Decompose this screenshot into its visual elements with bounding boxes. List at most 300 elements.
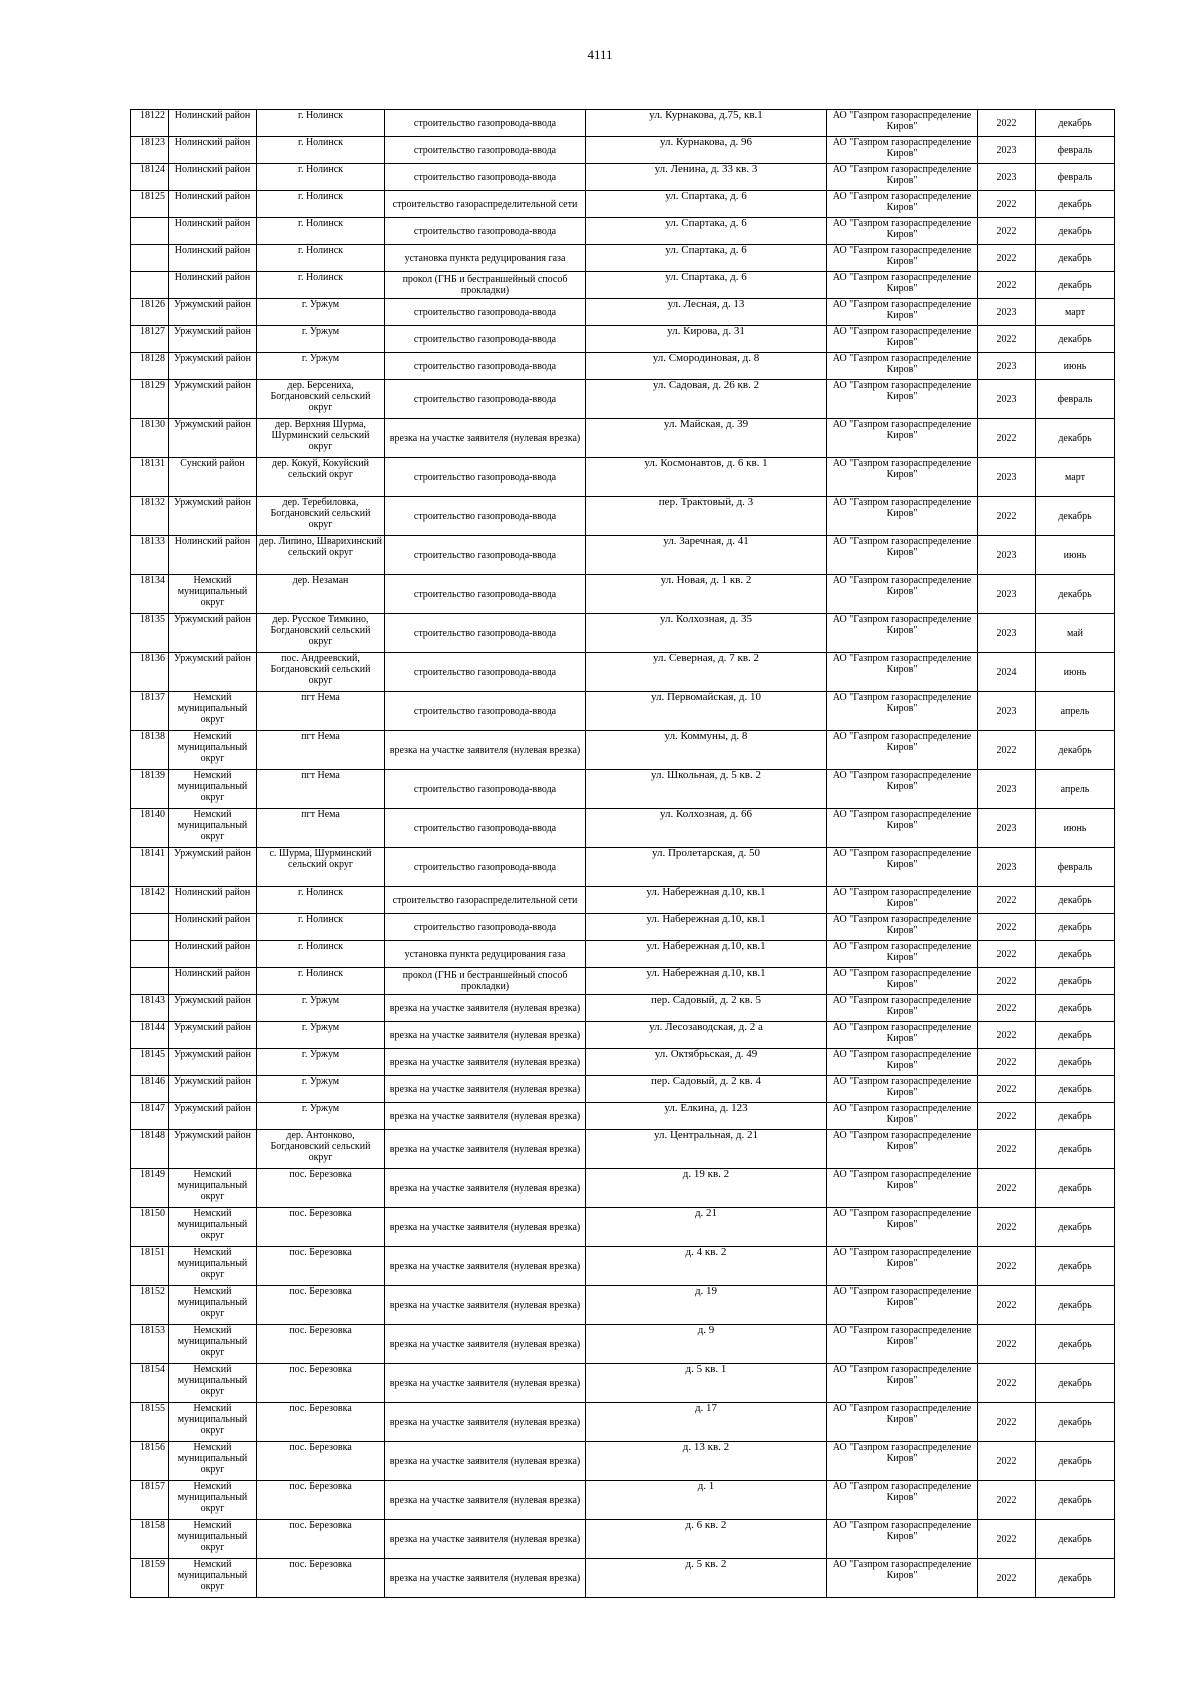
cell-num: 18123: [131, 137, 169, 164]
cell-district: Уржумский район: [169, 419, 257, 458]
cell-address: д. 13 кв. 2: [586, 1442, 827, 1481]
cell-settlement: г. Нолинск: [257, 218, 385, 245]
cell-month: февраль: [1036, 380, 1115, 419]
cell-settlement: г. Уржум: [257, 1103, 385, 1130]
cell-org: АО "Газпром газораспределение Киров": [827, 497, 978, 536]
cell-work: врезка на участке заявителя (нулевая врезка): [385, 1364, 586, 1403]
cell-settlement: пгт Нема: [257, 731, 385, 770]
cell-num: 18124: [131, 164, 169, 191]
cell-district: Уржумский район: [169, 497, 257, 536]
gasification-table: [130, 109, 1115, 1598]
cell-district: Уржумский район: [169, 1076, 257, 1103]
cell-org: АО "Газпром газораспределение Киров": [827, 272, 978, 299]
cell-settlement: пос. Березовка: [257, 1325, 385, 1364]
cell-address: ул. Центральная, д. 21: [586, 1130, 827, 1169]
cell-address: ул. Северная, д. 7 кв. 2: [586, 653, 827, 692]
cell-org: АО "Газпром газораспределение Киров": [827, 1403, 978, 1442]
cell-address: ул. Садовая, д. 26 кв. 2: [586, 380, 827, 419]
cell-month: май: [1036, 614, 1115, 653]
cell-month: декабрь: [1036, 497, 1115, 536]
cell-org: АО "Газпром газораспределение Киров": [827, 614, 978, 653]
cell-district: Нолинский район: [169, 218, 257, 245]
cell-org: АО "Газпром газораспределение Киров": [827, 536, 978, 575]
cell-settlement: пос. Березовка: [257, 1442, 385, 1481]
cell-org: АО "Газпром газораспределение Киров": [827, 353, 978, 380]
cell-year: 2022: [978, 1169, 1036, 1208]
cell-num: 18144: [131, 1022, 169, 1049]
cell-org: АО "Газпром газораспределение Киров": [827, 731, 978, 770]
cell-address: д. 17: [586, 1403, 827, 1442]
cell-district: Нолинский район: [169, 941, 257, 968]
cell-num: 18128: [131, 353, 169, 380]
cell-district: Уржумский район: [169, 848, 257, 887]
cell-settlement: пос. Березовка: [257, 1520, 385, 1559]
cell-address: ул. Заречная, д. 41: [586, 536, 827, 575]
cell-work: строительство газопровода-ввода: [385, 536, 586, 575]
cell-month: декабрь: [1036, 1076, 1115, 1103]
cell-district: Нолинский район: [169, 887, 257, 914]
cell-year: 2022: [978, 1208, 1036, 1247]
cell-month: декабрь: [1036, 1403, 1115, 1442]
cell-year: 2023: [978, 299, 1036, 326]
cell-work: прокол (ГНБ и бестраншейный способ прокладки): [385, 272, 586, 299]
cell-month: декабрь: [1036, 1247, 1115, 1286]
cell-district: Уржумский район: [169, 299, 257, 326]
cell-district: Немский муниципальный округ: [169, 575, 257, 614]
cell-district: Немский муниципальный округ: [169, 1559, 257, 1598]
cell-num: 18141: [131, 848, 169, 887]
cell-district: Уржумский район: [169, 653, 257, 692]
cell-settlement: г. Нолинск: [257, 245, 385, 272]
cell-org: АО "Газпром газораспределение Киров": [827, 1130, 978, 1169]
cell-month: апрель: [1036, 692, 1115, 731]
cell-year: 2022: [978, 968, 1036, 995]
cell-month: декабрь: [1036, 1442, 1115, 1481]
cell-district: Немский муниципальный округ: [169, 1442, 257, 1481]
table-row: [131, 419, 1115, 458]
cell-work: врезка на участке заявителя (нулевая врезка): [385, 1442, 586, 1481]
cell-month: декабрь: [1036, 1325, 1115, 1364]
cell-year: 2022: [978, 1049, 1036, 1076]
cell-org: АО "Газпром газораспределение Киров": [827, 968, 978, 995]
cell-district: Нолинский район: [169, 110, 257, 137]
cell-month: июнь: [1036, 653, 1115, 692]
table-row: [131, 1103, 1115, 1130]
cell-work: врезка на участке заявителя (нулевая врезка): [385, 1169, 586, 1208]
cell-year: 2022: [978, 1442, 1036, 1481]
cell-settlement: пос. Березовка: [257, 1403, 385, 1442]
table-row: [131, 137, 1115, 164]
table-row: [131, 458, 1115, 497]
cell-org: АО "Газпром газораспределение Киров": [827, 1325, 978, 1364]
cell-org: АО "Газпром газораспределение Киров": [827, 653, 978, 692]
cell-org: АО "Газпром газораспределение Киров": [827, 1247, 978, 1286]
cell-settlement: с. Шурма, Шурминский сельский округ: [257, 848, 385, 887]
cell-year: 2023: [978, 536, 1036, 575]
cell-address: ул. Первомайская, д. 10: [586, 692, 827, 731]
cell-work: установка пункта редуцирования газа: [385, 941, 586, 968]
cell-org: АО "Газпром газораспределение Киров": [827, 380, 978, 419]
cell-district: Немский муниципальный округ: [169, 1325, 257, 1364]
cell-num: 18135: [131, 614, 169, 653]
cell-district: Немский муниципальный округ: [169, 1169, 257, 1208]
cell-district: Нолинский район: [169, 968, 257, 995]
cell-year: 2022: [978, 1022, 1036, 1049]
cell-address: ул. Лесная, д. 13: [586, 299, 827, 326]
table-row: [131, 326, 1115, 353]
table-row: [131, 653, 1115, 692]
cell-address: ул. Колхозная, д. 35: [586, 614, 827, 653]
cell-num: 18142: [131, 887, 169, 914]
cell-settlement: дер. Верхняя Шурма, Шурминский сельский округ: [257, 419, 385, 458]
cell-address: д. 21: [586, 1208, 827, 1247]
cell-month: июнь: [1036, 536, 1115, 575]
cell-org: АО "Газпром газораспределение Киров": [827, 848, 978, 887]
cell-year: 2023: [978, 809, 1036, 848]
cell-address: д. 1: [586, 1481, 827, 1520]
cell-month: март: [1036, 299, 1115, 326]
cell-district: Нолинский район: [169, 914, 257, 941]
cell-month: февраль: [1036, 164, 1115, 191]
table-row: [131, 218, 1115, 245]
cell-settlement: пгт Нема: [257, 692, 385, 731]
cell-address: пер. Трактовый, д. 3: [586, 497, 827, 536]
cell-month: июнь: [1036, 353, 1115, 380]
cell-num: 18151: [131, 1247, 169, 1286]
cell-month: декабрь: [1036, 110, 1115, 137]
table-row: [131, 1208, 1115, 1247]
cell-org: АО "Газпром газораспределение Киров": [827, 1049, 978, 1076]
cell-address: ул. Курнакова, д.75, кв.1: [586, 110, 827, 137]
cell-org: АО "Газпром газораспределение Киров": [827, 419, 978, 458]
table-row: [131, 887, 1115, 914]
cell-year: 2022: [978, 110, 1036, 137]
cell-work: врезка на участке заявителя (нулевая врезка): [385, 1130, 586, 1169]
cell-org: АО "Газпром газораспределение Киров": [827, 770, 978, 809]
cell-address: ул. Спартака, д. 6: [586, 191, 827, 218]
cell-org: АО "Газпром газораспределение Киров": [827, 1559, 978, 1598]
cell-work: строительство газопровода-ввода: [385, 497, 586, 536]
cell-work: врезка на участке заявителя (нулевая врезка): [385, 1520, 586, 1559]
table-row: [131, 536, 1115, 575]
cell-district: Нолинский район: [169, 191, 257, 218]
table-row: [131, 1559, 1115, 1598]
cell-settlement: г. Нолинск: [257, 191, 385, 218]
cell-num: 18131: [131, 458, 169, 497]
table-row: [131, 941, 1115, 968]
cell-num: [131, 245, 169, 272]
table-row: [131, 1403, 1115, 1442]
table-body: [131, 110, 1115, 1598]
cell-work: строительство газопровода-ввода: [385, 110, 586, 137]
cell-year: 2022: [978, 245, 1036, 272]
cell-district: Немский муниципальный округ: [169, 692, 257, 731]
cell-district: Немский муниципальный округ: [169, 770, 257, 809]
table-row: [131, 272, 1115, 299]
cell-district: Уржумский район: [169, 353, 257, 380]
cell-address: ул. Спартака, д. 6: [586, 272, 827, 299]
cell-work: строительство газопровода-ввода: [385, 614, 586, 653]
cell-year: 2022: [978, 1130, 1036, 1169]
cell-month: декабрь: [1036, 1103, 1115, 1130]
cell-address: д. 4 кв. 2: [586, 1247, 827, 1286]
cell-work: врезка на участке заявителя (нулевая врезка): [385, 1049, 586, 1076]
cell-settlement: дер. Незаман: [257, 575, 385, 614]
cell-year: 2022: [978, 1559, 1036, 1598]
cell-work: врезка на участке заявителя (нулевая врезка): [385, 731, 586, 770]
cell-settlement: г. Нолинск: [257, 941, 385, 968]
table-row: [131, 164, 1115, 191]
cell-work: строительство газораспределительной сети: [385, 887, 586, 914]
cell-district: Нолинский район: [169, 245, 257, 272]
table-row: [131, 914, 1115, 941]
cell-year: 2023: [978, 380, 1036, 419]
cell-num: 18139: [131, 770, 169, 809]
cell-year: 2022: [978, 1103, 1036, 1130]
cell-org: АО "Газпром газораспределение Киров": [827, 164, 978, 191]
table-row: [131, 380, 1115, 419]
cell-work: строительство газопровода-ввода: [385, 770, 586, 809]
cell-settlement: пос. Березовка: [257, 1481, 385, 1520]
cell-org: АО "Газпром газораспределение Киров": [827, 1103, 978, 1130]
cell-settlement: дер. Антонково, Богдановский сельский округ: [257, 1130, 385, 1169]
cell-org: АО "Газпром газораспределение Киров": [827, 692, 978, 731]
cell-settlement: г. Нолинск: [257, 272, 385, 299]
table-row: [131, 1286, 1115, 1325]
table-row: [131, 110, 1115, 137]
cell-work: врезка на участке заявителя (нулевая врезка): [385, 995, 586, 1022]
cell-org: АО "Газпром газораспределение Киров": [827, 575, 978, 614]
cell-district: Уржумский район: [169, 614, 257, 653]
cell-work: врезка на участке заявителя (нулевая врезка): [385, 1325, 586, 1364]
cell-district: Уржумский район: [169, 1103, 257, 1130]
cell-settlement: дер. Липино, Шварихинский сельский округ: [257, 536, 385, 575]
cell-num: [131, 272, 169, 299]
cell-num: 18133: [131, 536, 169, 575]
cell-settlement: пос. Березовка: [257, 1169, 385, 1208]
cell-district: Уржумский район: [169, 380, 257, 419]
cell-month: декабрь: [1036, 326, 1115, 353]
cell-settlement: г. Нолинск: [257, 968, 385, 995]
cell-month: декабрь: [1036, 1049, 1115, 1076]
cell-year: 2022: [978, 1481, 1036, 1520]
cell-org: АО "Газпром газораспределение Киров": [827, 299, 978, 326]
cell-settlement: дер. Теребиловка, Богдановский сельский округ: [257, 497, 385, 536]
cell-num: 18136: [131, 653, 169, 692]
cell-num: 18126: [131, 299, 169, 326]
cell-work: врезка на участке заявителя (нулевая врезка): [385, 1403, 586, 1442]
cell-settlement: г. Уржум: [257, 1049, 385, 1076]
cell-district: Немский муниципальный округ: [169, 1286, 257, 1325]
table-row: [131, 848, 1115, 887]
table-row: [131, 245, 1115, 272]
cell-settlement: дер. Берсениха, Богдановский сельский округ: [257, 380, 385, 419]
table-row: [131, 1076, 1115, 1103]
cell-num: [131, 218, 169, 245]
cell-address: ул. Курнакова, д. 96: [586, 137, 827, 164]
cell-address: д. 5 кв. 2: [586, 1559, 827, 1598]
cell-district: Немский муниципальный округ: [169, 731, 257, 770]
cell-address: ул. Набережная д.10, кв.1: [586, 914, 827, 941]
cell-settlement: пос. Березовка: [257, 1364, 385, 1403]
cell-num: 18156: [131, 1442, 169, 1481]
cell-district: Уржумский район: [169, 326, 257, 353]
cell-month: декабрь: [1036, 1208, 1115, 1247]
cell-district: Немский муниципальный округ: [169, 1481, 257, 1520]
table-row: [131, 995, 1115, 1022]
cell-org: АО "Газпром газораспределение Киров": [827, 458, 978, 497]
cell-work: врезка на участке заявителя (нулевая врезка): [385, 1022, 586, 1049]
cell-num: 18157: [131, 1481, 169, 1520]
cell-address: ул. Смородиновая, д. 8: [586, 353, 827, 380]
cell-num: 18155: [131, 1403, 169, 1442]
cell-month: декабрь: [1036, 272, 1115, 299]
cell-num: [131, 941, 169, 968]
cell-num: 18146: [131, 1076, 169, 1103]
cell-work: строительство газопровода-ввода: [385, 848, 586, 887]
cell-settlement: г. Уржум: [257, 1076, 385, 1103]
cell-num: 18154: [131, 1364, 169, 1403]
cell-month: июнь: [1036, 809, 1115, 848]
cell-work: строительство газопровода-ввода: [385, 218, 586, 245]
cell-year: 2022: [978, 1286, 1036, 1325]
cell-year: 2023: [978, 692, 1036, 731]
cell-num: 18143: [131, 995, 169, 1022]
cell-district: Уржумский район: [169, 1130, 257, 1169]
cell-month: февраль: [1036, 137, 1115, 164]
cell-month: декабрь: [1036, 1520, 1115, 1559]
cell-month: декабрь: [1036, 218, 1115, 245]
cell-address: ул. Октябрьская, д. 49: [586, 1049, 827, 1076]
cell-month: декабрь: [1036, 191, 1115, 218]
cell-month: декабрь: [1036, 941, 1115, 968]
cell-address: ул. Лесозаводская, д. 2 а: [586, 1022, 827, 1049]
cell-num: 18122: [131, 110, 169, 137]
cell-year: 2024: [978, 653, 1036, 692]
cell-district: Нолинский район: [169, 536, 257, 575]
cell-month: февраль: [1036, 848, 1115, 887]
cell-settlement: пос. Березовка: [257, 1286, 385, 1325]
cell-year: 2022: [978, 1247, 1036, 1286]
cell-org: АО "Газпром газораспределение Киров": [827, 914, 978, 941]
cell-org: АО "Газпром газораспределение Киров": [827, 1364, 978, 1403]
table-row: [131, 1481, 1115, 1520]
page-number: 4111: [587, 47, 613, 62]
cell-address: ул. Космонавтов, д. 6 кв. 1: [586, 458, 827, 497]
cell-work: строительство газопровода-ввода: [385, 575, 586, 614]
cell-num: 18145: [131, 1049, 169, 1076]
cell-month: март: [1036, 458, 1115, 497]
cell-work: прокол (ГНБ и бестраншейный способ прокладки): [385, 968, 586, 995]
cell-year: 2023: [978, 770, 1036, 809]
table-row: [131, 1130, 1115, 1169]
cell-settlement: г. Уржум: [257, 995, 385, 1022]
cell-num: 18149: [131, 1169, 169, 1208]
cell-num: 18127: [131, 326, 169, 353]
cell-num: 18132: [131, 497, 169, 536]
cell-address: ул. Набережная д.10, кв.1: [586, 968, 827, 995]
cell-org: АО "Газпром газораспределение Киров": [827, 1076, 978, 1103]
cell-settlement: г. Уржум: [257, 1022, 385, 1049]
cell-month: декабрь: [1036, 1022, 1115, 1049]
cell-num: 18158: [131, 1520, 169, 1559]
table-row: [131, 299, 1115, 326]
cell-work: строительство газопровода-ввода: [385, 137, 586, 164]
cell-num: 18148: [131, 1130, 169, 1169]
cell-month: декабрь: [1036, 1559, 1115, 1598]
table-row: [131, 692, 1115, 731]
cell-month: декабрь: [1036, 245, 1115, 272]
table-row: [131, 1022, 1115, 1049]
cell-year: 2023: [978, 164, 1036, 191]
table-row: [131, 1364, 1115, 1403]
cell-address: ул. Набережная д.10, кв.1: [586, 887, 827, 914]
cell-address: ул. Новая, д. 1 кв. 2: [586, 575, 827, 614]
cell-org: АО "Газпром газораспределение Киров": [827, 1022, 978, 1049]
cell-year: 2023: [978, 137, 1036, 164]
cell-address: д. 5 кв. 1: [586, 1364, 827, 1403]
cell-num: 18140: [131, 809, 169, 848]
cell-work: врезка на участке заявителя (нулевая врезка): [385, 1103, 586, 1130]
table-row: [131, 353, 1115, 380]
cell-work: строительство газопровода-ввода: [385, 326, 586, 353]
cell-org: АО "Газпром газораспределение Киров": [827, 809, 978, 848]
cell-num: 18153: [131, 1325, 169, 1364]
cell-year: 2022: [978, 914, 1036, 941]
cell-num: [131, 914, 169, 941]
cell-org: АО "Газпром газораспределение Киров": [827, 245, 978, 272]
cell-org: АО "Газпром газораспределение Киров": [827, 1286, 978, 1325]
cell-work: врезка на участке заявителя (нулевая врезка): [385, 1208, 586, 1247]
cell-year: 2023: [978, 848, 1036, 887]
cell-work: строительство газопровода-ввода: [385, 458, 586, 497]
cell-month: декабрь: [1036, 731, 1115, 770]
cell-address: ул. Майская, д. 39: [586, 419, 827, 458]
cell-num: [131, 968, 169, 995]
table-row: [131, 1442, 1115, 1481]
cell-work: установка пункта редуцирования газа: [385, 245, 586, 272]
cell-org: АО "Газпром газораспределение Киров": [827, 941, 978, 968]
cell-org: АО "Газпром газораспределение Киров": [827, 1481, 978, 1520]
table-row: [131, 968, 1115, 995]
cell-district: Нолинский район: [169, 164, 257, 191]
cell-num: 18152: [131, 1286, 169, 1325]
cell-district: Немский муниципальный округ: [169, 1403, 257, 1442]
cell-work: врезка на участке заявителя (нулевая врезка): [385, 1076, 586, 1103]
cell-num: 18147: [131, 1103, 169, 1130]
cell-work: строительство газопровода-ввода: [385, 809, 586, 848]
cell-work: врезка на участке заявителя (нулевая врезка): [385, 1559, 586, 1598]
cell-district: Немский муниципальный округ: [169, 1364, 257, 1403]
cell-address: ул. Елкина, д. 123: [586, 1103, 827, 1130]
cell-org: АО "Газпром газораспределение Киров": [827, 137, 978, 164]
cell-num: 18159: [131, 1559, 169, 1598]
cell-org: АО "Газпром газораспределение Киров": [827, 110, 978, 137]
cell-address: ул. Кирова, д. 31: [586, 326, 827, 353]
cell-year: 2022: [978, 1076, 1036, 1103]
cell-address: ул. Коммуны, д. 8: [586, 731, 827, 770]
cell-year: 2022: [978, 995, 1036, 1022]
cell-num: 18137: [131, 692, 169, 731]
cell-month: декабрь: [1036, 1481, 1115, 1520]
cell-address: д. 19: [586, 1286, 827, 1325]
cell-settlement: г. Нолинск: [257, 887, 385, 914]
cell-district: Уржумский район: [169, 1022, 257, 1049]
cell-num: 18138: [131, 731, 169, 770]
cell-settlement: г. Нолинск: [257, 137, 385, 164]
cell-year: 2022: [978, 272, 1036, 299]
cell-work: строительство газопровода-ввода: [385, 353, 586, 380]
